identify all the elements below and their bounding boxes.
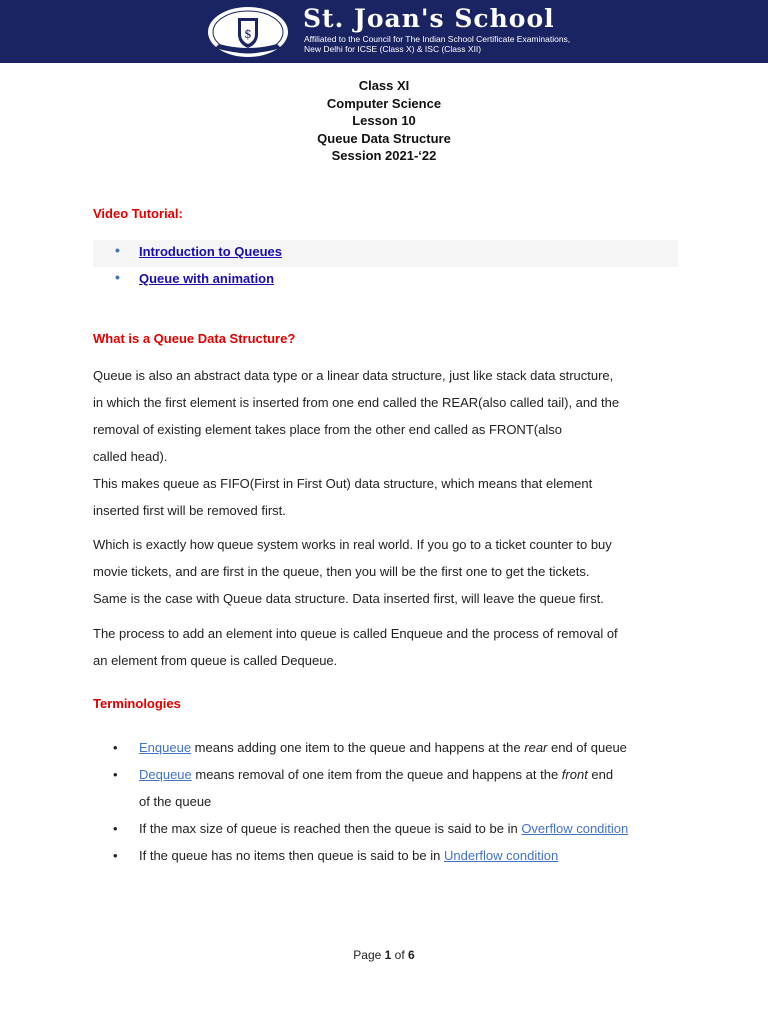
dequeue-link[interactable]: Dequeue: [139, 767, 192, 782]
current-page-number: 1: [384, 948, 392, 962]
queue-definition-paragraph: [93, 362, 678, 524]
list-item: [93, 734, 693, 761]
page-number-footer: [0, 948, 768, 962]
bullet-icon: •: [115, 269, 120, 285]
text-line: Which is exactly how queue system works in real world. If you go to a ticket counter to buy: [93, 537, 612, 552]
list-item: [93, 267, 678, 294]
school-crest-logo: [205, 4, 291, 60]
terminologies-heading: Terminologies: [93, 696, 181, 711]
list-item: [93, 240, 678, 267]
text-line: in which the first element is inserted from one end called the REAR(also called tail), and the: [93, 395, 620, 410]
intro-to-queues-link[interactable]: Introduction to Queues: [139, 244, 282, 259]
text-line: Queue is also an abstract data type or a linear data structure, just like stack data structure,: [93, 368, 614, 383]
video-tutorial-heading: Video Tutorial:: [93, 206, 183, 221]
class-label: Class XI: [358, 78, 410, 93]
bullet-icon: •: [115, 242, 120, 258]
underflow-condition-link[interactable]: Underflow condition: [444, 848, 559, 863]
term-emphasis: rear: [524, 740, 548, 755]
bullet-icon: •: [113, 821, 118, 836]
of-label: of: [394, 948, 405, 962]
what-is-queue-heading: What is a Queue Data Structure?: [93, 331, 296, 346]
text-line: The process to add an element into queue is called Enqueue and the process of removal of: [93, 626, 618, 641]
list-item: [93, 761, 693, 815]
subject-label: Computer Science: [326, 95, 442, 111]
bullet-icon: •: [113, 848, 118, 863]
text-line: inserted first will be removed first.: [93, 503, 286, 518]
school-affiliation: Affiliated to the Council for The Indian School Certificate Examinations, New Delhi for ICSE (Class X) & ISC (Class XII): [304, 34, 571, 54]
enqueue-dequeue-paragraph: [93, 620, 678, 674]
real-world-paragraph: [93, 531, 678, 612]
queue-animation-link[interactable]: Queue with animation: [139, 271, 275, 286]
text-line: removal of existing element takes place from the other end called as FRONT(also: [93, 422, 562, 437]
school-name: St. Joan's School: [303, 4, 555, 33]
bullet-icon: •: [113, 740, 118, 755]
overflow-condition-link[interactable]: Overflow condition: [521, 821, 629, 836]
bullet-icon: •: [113, 767, 118, 782]
term-text: If the queue has no items then queue is said to be in: [139, 848, 444, 863]
page-label: Page: [353, 948, 382, 962]
list-item: [93, 842, 693, 869]
text-line: This makes queue as FIFO(First in First Out) data structure, which means that element: [93, 476, 593, 491]
video-tutorial-list: [93, 240, 678, 294]
term-text: of the queue: [139, 794, 212, 809]
svg-text:$: $: [244, 27, 252, 41]
text-line: movie tickets, and are first in the queue, then you will be the first one to get the tickets.: [93, 564, 590, 579]
term-text: means removal of one item from the queue and happens at the: [191, 767, 562, 782]
term-text: If the max size of queue is reached then the queue is said to be in: [139, 821, 522, 836]
text-line: an element from queue is called Dequeue.: [93, 653, 338, 668]
term-text: end of queue: [547, 740, 627, 755]
session-label: Session 2021-‘22: [331, 148, 437, 164]
term-text: means adding one item to the queue and happens at the: [191, 740, 525, 755]
text-line: called head).: [93, 449, 168, 464]
enqueue-link[interactable]: Enqueue: [139, 740, 192, 755]
total-pages-number: 6: [408, 948, 415, 962]
list-item: [93, 815, 693, 842]
text-line: Same is the case with Queue data structure. Data inserted first, will leave the queue first.: [93, 591, 604, 606]
term-text: end: [587, 767, 614, 782]
lesson-label: Lesson 10: [352, 113, 416, 129]
terminologies-list: [93, 734, 693, 869]
term-emphasis: front: [561, 767, 588, 782]
document-title-block: [0, 77, 768, 165]
school-header-banner: [0, 0, 768, 63]
topic-label: Queue Data Structure: [317, 130, 451, 146]
